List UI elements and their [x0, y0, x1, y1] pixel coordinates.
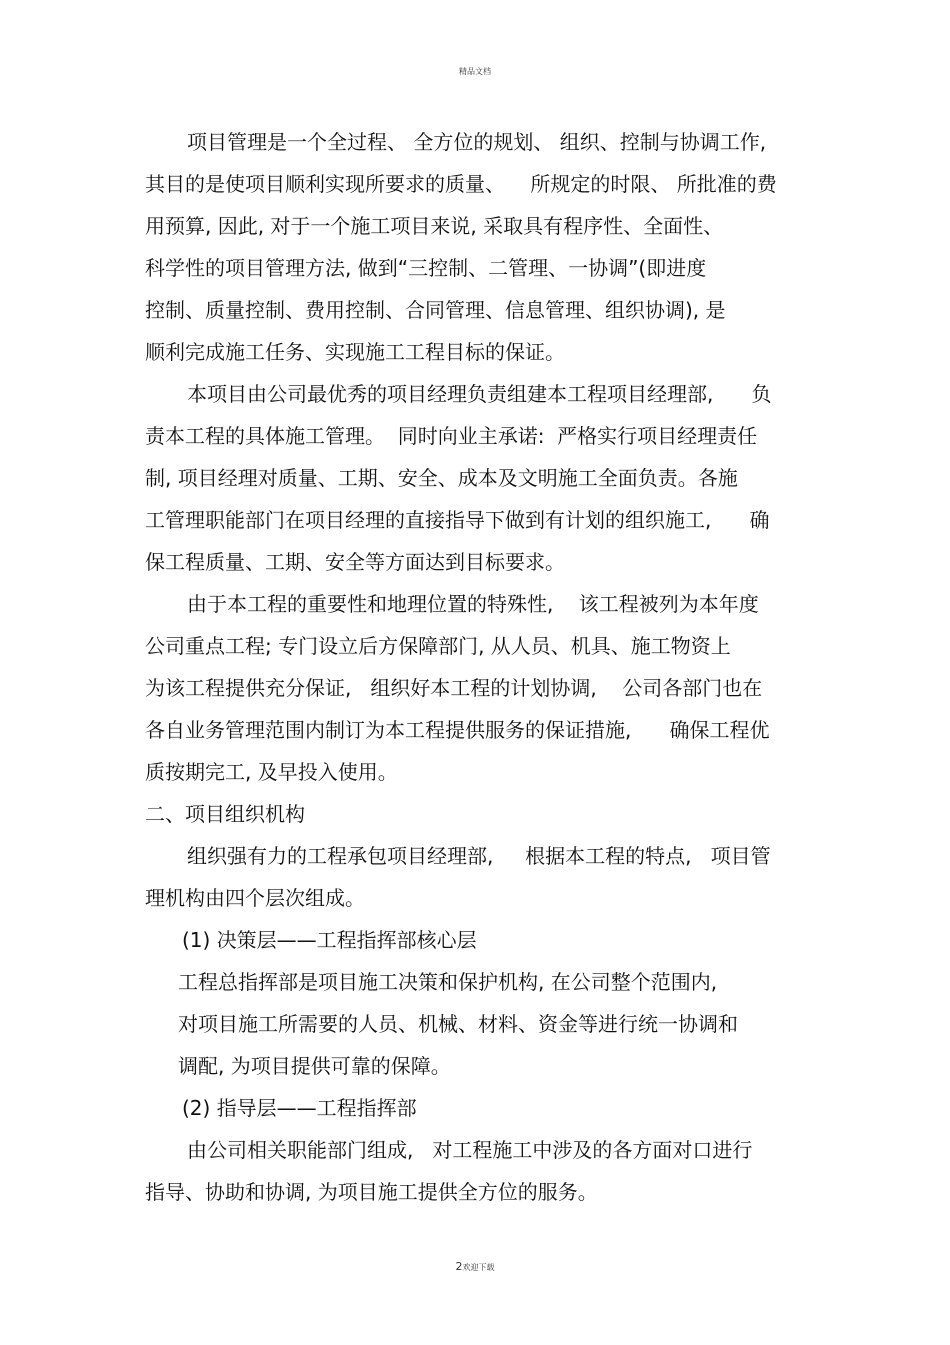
- body-line: 指导、协助和协调, 为项目施工提供全方位的服务。: [145, 1180, 598, 1204]
- body-line: 制, 项目经理对质量、工期、安全、成本及文明施工全面负责。各施: [145, 466, 738, 490]
- body-line: 本项目由公司最优秀的项目经理负责组建本工程项目经理部, 负: [187, 382, 772, 406]
- body-line: 各自业务管理范围内制订为本工程提供服务的保证措施, 确保工程优: [145, 718, 770, 742]
- page-number: 2: [455, 1260, 463, 1273]
- body-line: 其目的是使项目顺利实现所要求的质量、 所规定的时限、 所批准的费: [145, 172, 777, 196]
- body-line: 项目管理是一个全过程、 全方位的规划、 组织、控制与协调工作,: [187, 130, 767, 154]
- body-line: 责本工程的具体施工管理。 同时向业主承诺: 严格实行项目经理责任: [145, 424, 758, 448]
- body-line: 用预算, 因此, 对于一个施工项目来说, 采取具有程序性、全面性、: [145, 214, 724, 238]
- body-line: 工管理职能部门在项目经理的直接指导下做到有计划的组织施工, 确: [145, 508, 770, 532]
- body-line: 由于本工程的重要性和地理位置的特殊性, 该工程被列为本年度: [187, 592, 759, 616]
- body-line: 质按期完工, 及早投入使用。: [145, 760, 398, 784]
- body-line: 顺利完成施工任务、实现施工工程目标的保证。: [145, 340, 565, 364]
- body-line: 对项目施工所需要的人员、机械、材料、资金等进行统一协调和: [178, 1012, 738, 1036]
- body-line: 组织强有力的工程承包项目经理部, 根据本工程的特点, 项目管: [187, 844, 771, 868]
- body-line: 保工程质量、工期、安全等方面达到目标要求。: [145, 550, 565, 574]
- body-line: 公司重点工程; 专门设立后方保障部门, 从人员、机具、施工物资上: [145, 634, 731, 658]
- body-line: 由公司相关职能部门组成, 对工程施工中涉及的各方面对口进行: [187, 1138, 753, 1162]
- body-line: 为该工程提供充分保证, 组织好本工程的计划协调, 公司各部门也在: [145, 676, 763, 700]
- body-line: 科学性的项目管理方法, 做到“三控制、二管理、一协调”(即进度: [145, 256, 707, 280]
- subsection-heading: (2) 指导层——工程指挥部: [182, 1096, 417, 1120]
- body-line: 工程总指挥部是项目施工决策和保护机构, 在公司整个范围内,: [178, 970, 718, 994]
- section-heading: 二、项目组织机构: [145, 802, 305, 826]
- body-line: 控制、质量控制、费用控制、合同管理、信息管理、组织协调), 是: [145, 298, 726, 322]
- header-watermark: 精品文档: [459, 67, 491, 76]
- body-line: 理机构由四个层次组成。: [145, 886, 365, 910]
- subsection-heading: (1) 决策层——工程指挥部核心层: [182, 928, 477, 952]
- page-footer: [0, 1260, 950, 1273]
- body-line: 调配, 为项目提供可靠的保障。: [178, 1054, 451, 1078]
- footer-label: 欢迎下载: [462, 1263, 495, 1272]
